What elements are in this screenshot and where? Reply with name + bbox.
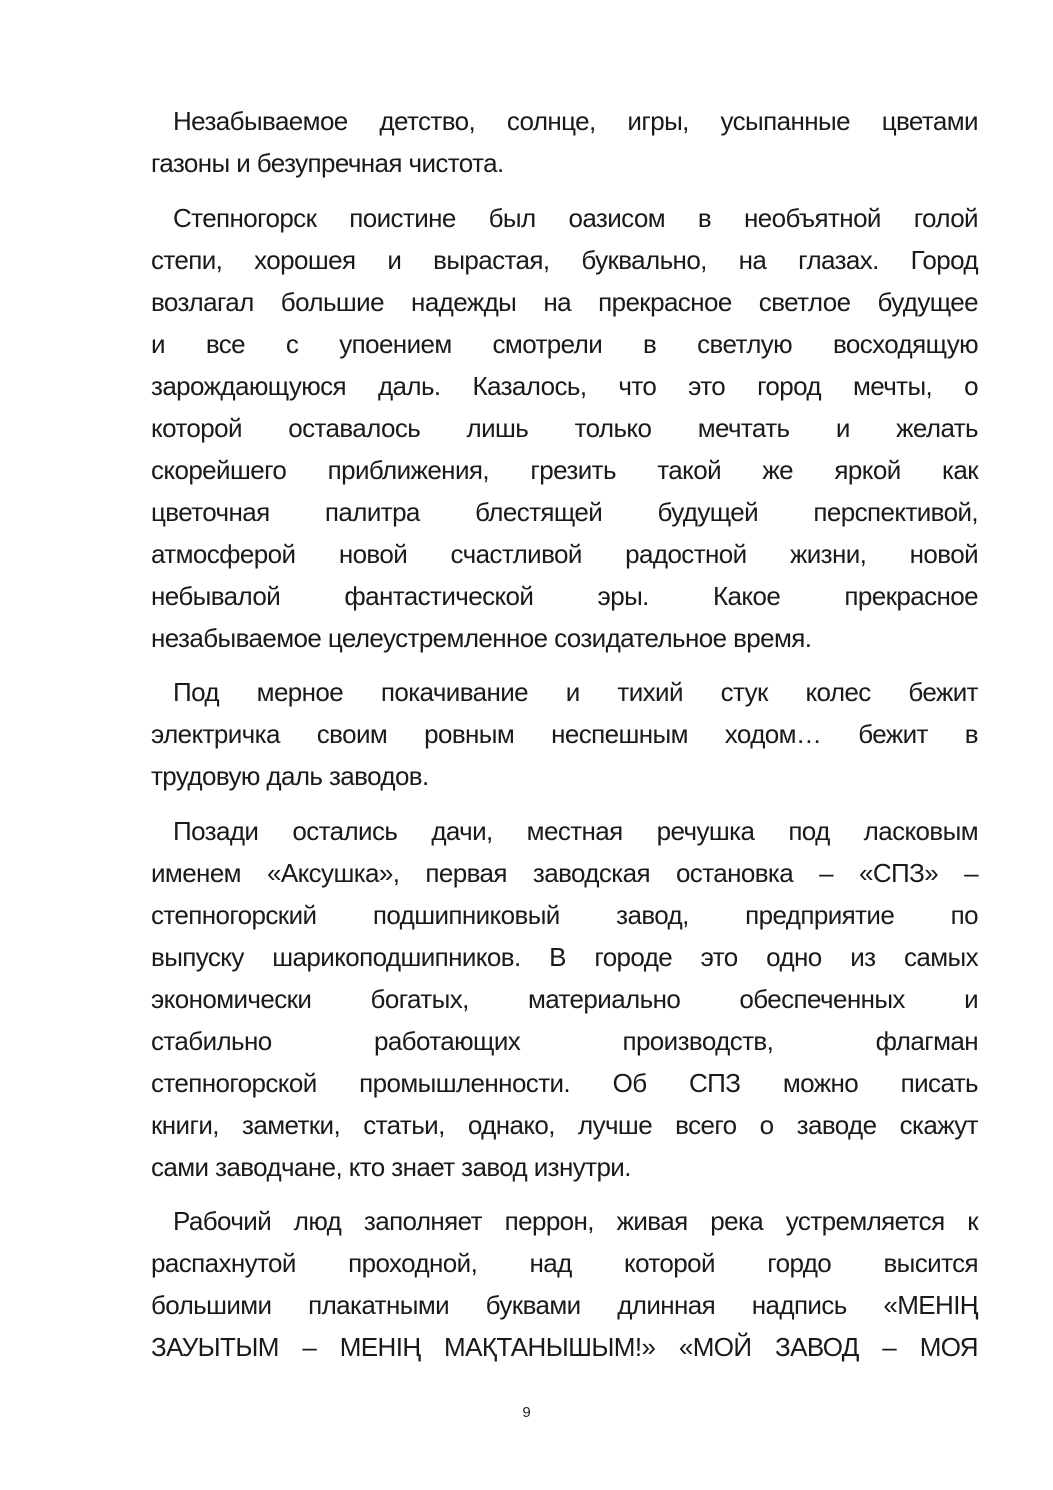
page-number: 9	[522, 1404, 531, 1421]
text-line: стабильно работающих производств, флагман	[151, 1025, 978, 1056]
text-line: и все с упоением смотрели в светлую восходящую	[151, 328, 978, 359]
text-line: небывалой фантастической эры. Какое прекрасное	[151, 580, 978, 611]
text-line: электричка своим ровным неспешным ходом… бежит в	[151, 719, 978, 749]
text-line: именем «Аксушка», первая заводская остановка – «СПЗ» –	[151, 857, 978, 888]
text-line: возлагал большие надежды на прекрасное светлое будущее	[151, 286, 978, 317]
text-line: ЗАУЫТЫМ – МЕНІҢ МАҚТАНЫШЫМ!» «МОЙ ЗАВОД – МОЯ	[151, 1332, 978, 1362]
text-line: выпуску шарикоподшипников. В городе это одно из самых	[151, 941, 978, 972]
text-line: степногорский подшипниковый завод, предприятие по	[151, 899, 978, 930]
text-line: большими плакатными буквами длинная надпись «МЕНІҢ	[151, 1290, 978, 1320]
text-line: Рабочий люд заполняет перрон, живая река устремляется к	[173, 1206, 978, 1236]
text-line: которой оставалось лишь только мечтать и желать	[151, 412, 978, 443]
text-line: книги, заметки, статьи, однако, лучше всего о заводе скажут	[151, 1109, 978, 1140]
text-line: сами заводчане, кто знает завод изнутри.	[151, 1151, 631, 1182]
text-line: трудовую даль заводов.	[151, 761, 429, 791]
text-line: газоны и безупречная чистота.	[151, 148, 504, 178]
text-line: степи, хорошея и вырастая, буквально, на глазах. Город	[151, 244, 978, 275]
paragraph-3	[151, 671, 978, 797]
text-line: Позади остались дачи, местная речушка под ласковым	[173, 815, 978, 846]
text-line: незабываемое целеустремленное созидательное время.	[151, 622, 812, 653]
text-line: цветочная палитра блестящей будущей перспективой,	[151, 496, 978, 527]
text-line: Под мерное покачивание и тихий стук колес бежит	[173, 677, 978, 707]
paragraph-2	[151, 197, 978, 659]
text-line: атмосферой новой счастливой радостной жизни, новой	[151, 538, 978, 569]
text-line: экономически богатых, материально обеспеченных и	[151, 983, 978, 1014]
text-line: Незабываемое детство, солнце, игры, усыпанные цветами	[173, 106, 978, 136]
body-text	[151, 100, 978, 1381]
text-line: зарождающуюся даль. Казалось, что это город мечты, о	[151, 370, 978, 401]
text-line: скорейшего приближения, грезить такой же яркой как	[151, 454, 978, 485]
text-line: Степногорск поистине был оазисом в необъятной голой	[173, 202, 978, 233]
paragraph-4	[151, 810, 978, 1188]
paragraph-5	[151, 1200, 978, 1368]
text-line: степногорской промышленности. Об СПЗ можно писать	[151, 1067, 978, 1098]
text-line: распахнутой проходной, над которой гордо высится	[151, 1248, 978, 1278]
paragraph-1	[151, 100, 978, 184]
